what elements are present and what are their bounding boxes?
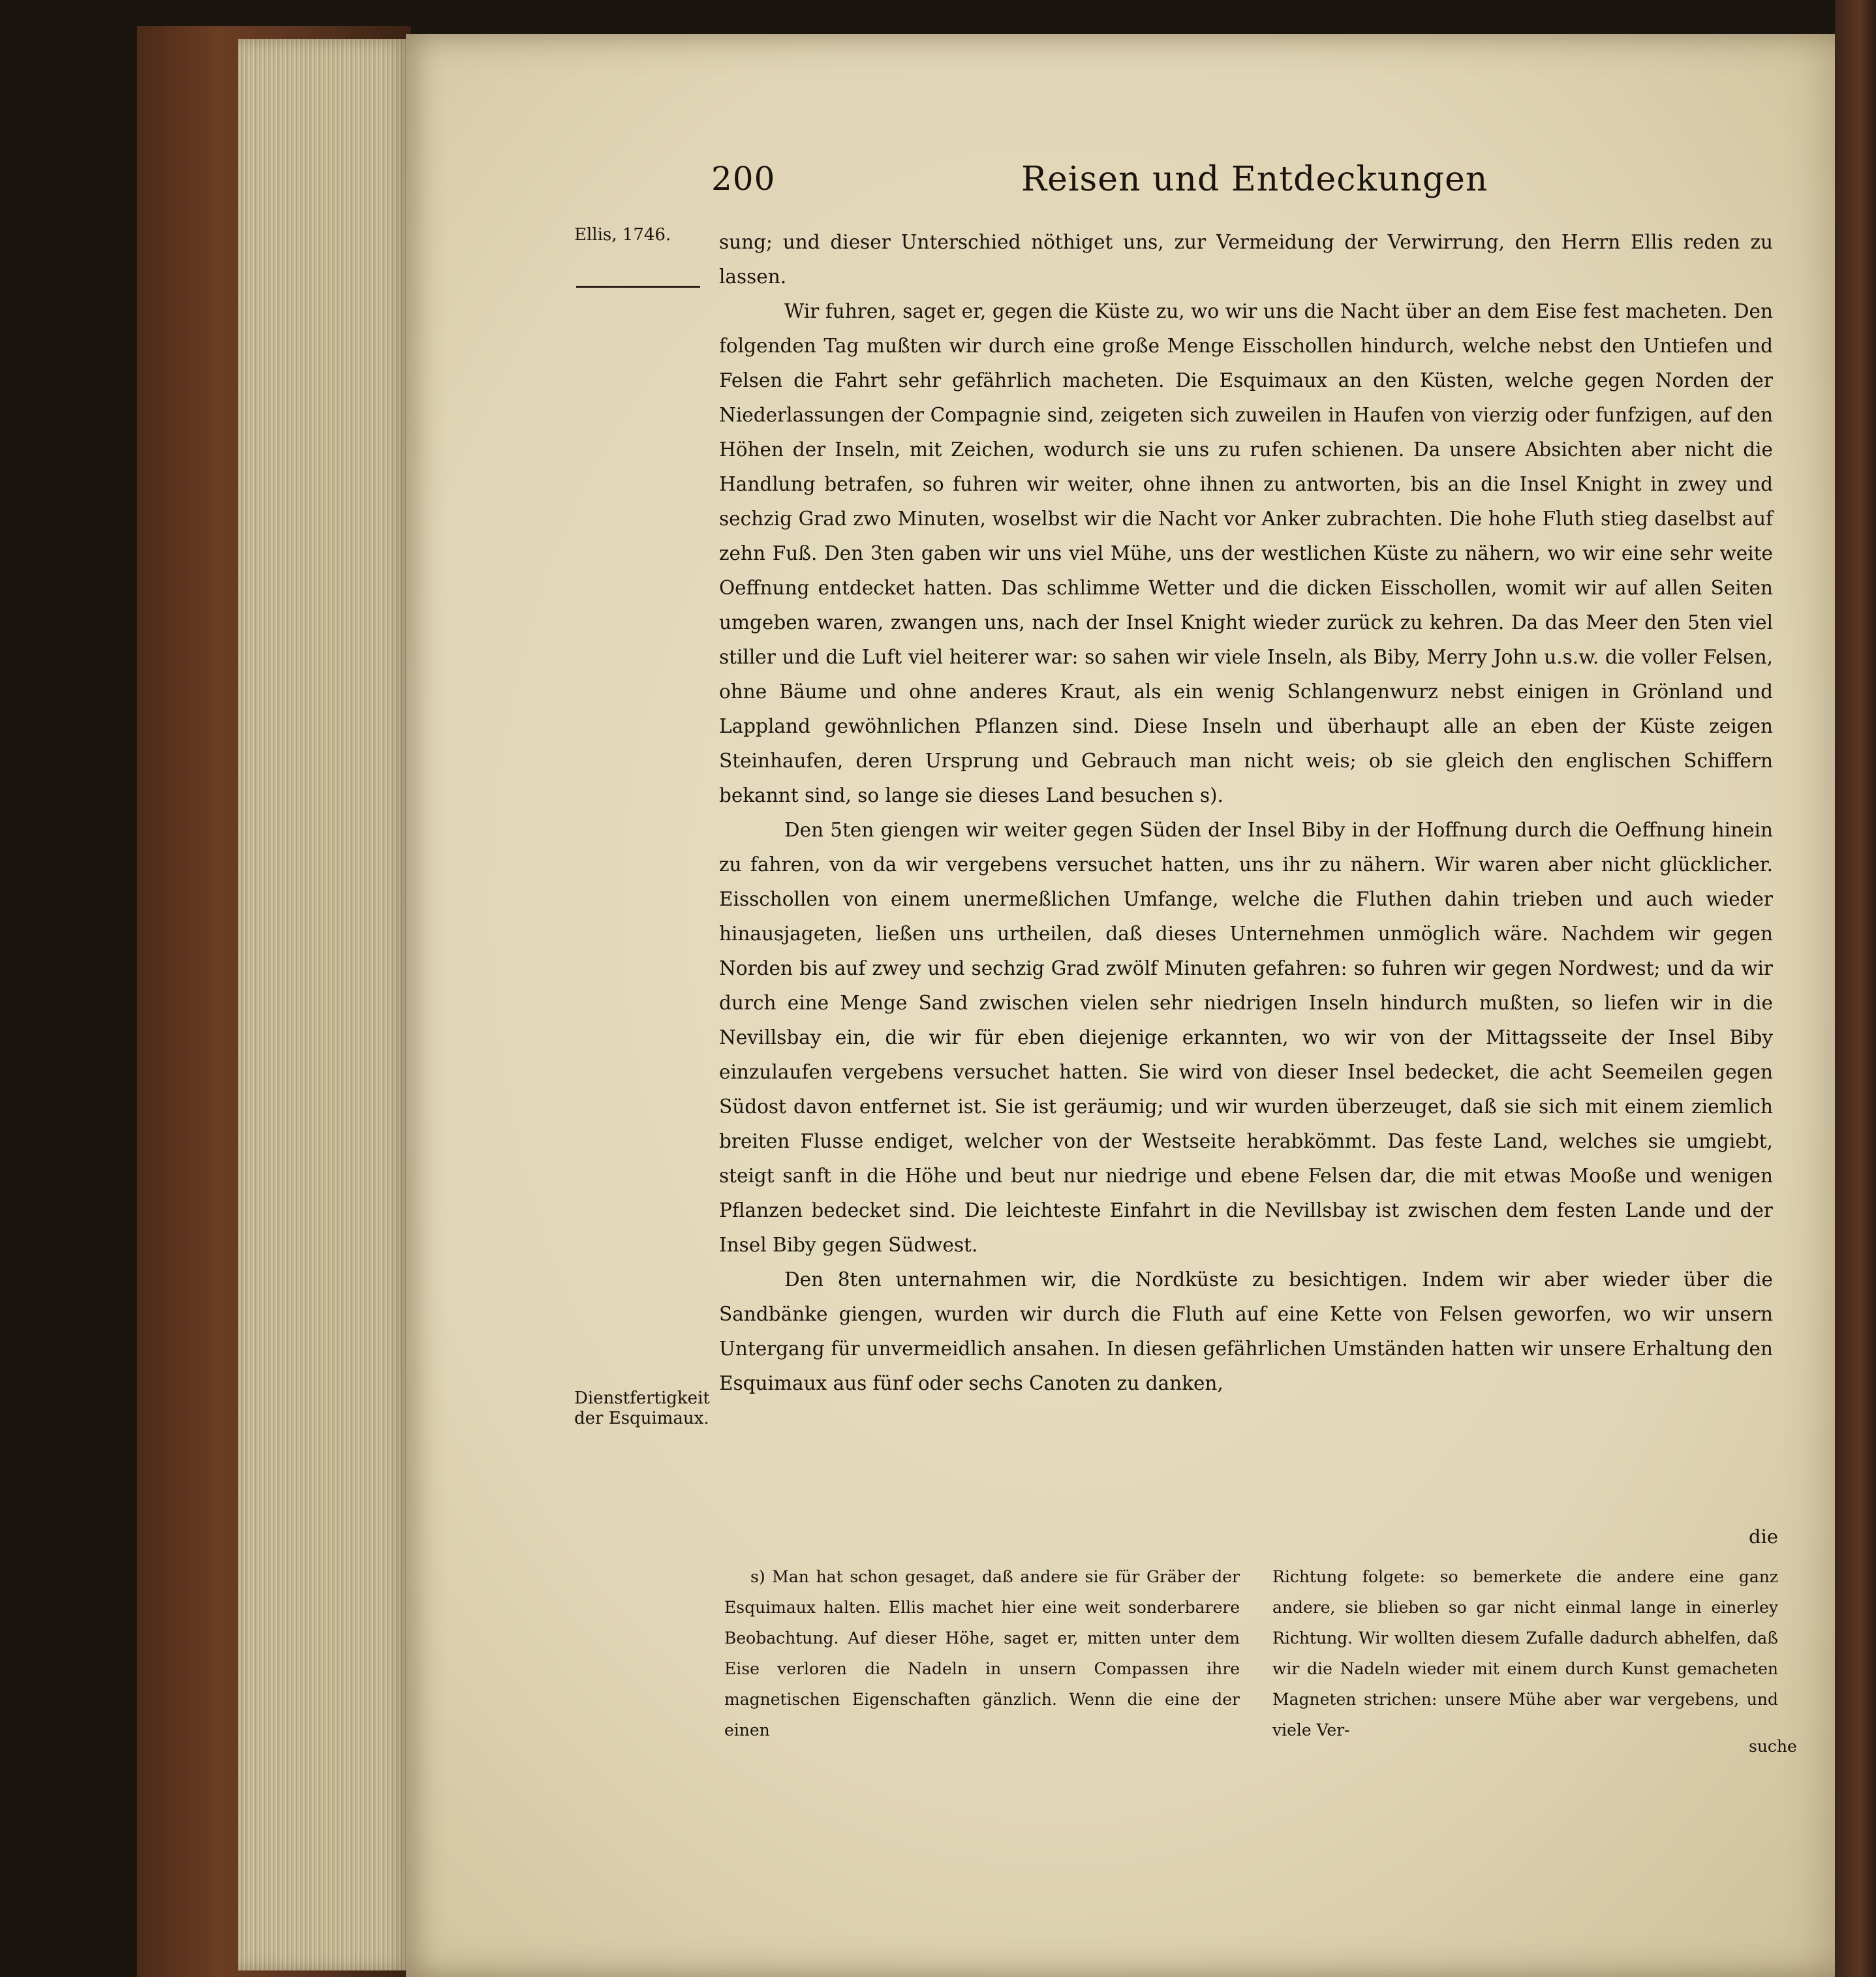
page-edges bbox=[238, 39, 408, 1970]
paragraph: Den 8ten unternahmen wir, die Nordküste zu besichtigen. Indem wir aber wieder über die Sandbänke giengen, wurden wir durch die Fluth auf eine Kette von Felsen geworfen, wo wir unsern Untergang für unvermeidlich ansahen. In diesen gefährlichen Umständen hatten wir unsere Erhaltung den Esquimaux aus fünf oder sechs Canoten zu danken, bbox=[719, 1268, 1773, 1394]
margin-flourish bbox=[576, 286, 700, 288]
main-text bbox=[719, 225, 1773, 1401]
page-header bbox=[711, 160, 1775, 206]
margin-note-topic: Dienstfertigkeit der Esquimaux. bbox=[574, 1388, 710, 1428]
footnote-right-column: Richtung folgete: so bemerkete die andere eine ganz andere, sie blieben so gar nicht einmal lange in einerley Richtung. Wir wollten diesem Zufalle dadurch abhelfen, daß wir die Nadeln wieder mit einem durch Kunst gemacheten Magneten strichen: unsere Mühe aber war vergebens, und viele Ver- bbox=[1272, 1567, 1778, 1739]
page-number: 200 bbox=[711, 160, 776, 198]
paragraph: Wir fuhren, saget er, gegen die Küste zu, wo wir uns die Nacht über an dem Eise fest macheten. Den folgenden Tag mußten wir durch eine große Menge Eisschollen hindurch, welche nebst den Untiefen und Felsen die Fahrt sehr gefährlich macheten. Die Esquimaux an den Küsten, welche gegen Norden der Niederlassungen der Compagnie sind, zeigeten sich zuweilen in Haufen von vierzig oder funfzigen, auf den Höhen der Inseln, mit Zeichen, wodurch sie uns zu rufen schienen. Da unsere Absichten aber nicht die Handlung betrafen, so fuhren wir weiter, ohne ihnen zu antworten, bis an die Insel Knight in zwey und sechzig Grad zwo Minuten, woselbst wir die Nacht vor Anker zubrachten. Die hohe Fluth stieg daselbst auf zehn Fuß. Den 3ten gaben wir uns viel Mühe, uns der westlichen Küste zu nähern, wo wir eine sehr weite Oeffnung entdecket hatten. Das schlimme Wetter und die dicken Eisschollen, womit wir auf allen Seiten umgeben waren, zwangen uns, nach der Insel Knight wieder zurück zu kehren. Da das Meer den 5ten viel stiller und die Luft viel heiterer war: so sahen wir viele Inseln, als Biby, Merry John u.s.w. die voller Felsen, ohne Bäume und ohne anderes Kraut, als ein wenig Schlangenwurz nebst einigen in Grönland und Lappland gewöhnlichen Pflanzen sind. Diese Inseln und überhaupt alle an eben der Küste zeigen Steinhaufen, deren Ursprung und Gebrauch man nicht weis; ob sie gleich den englischen Schiffern bekannt sind, so lange sie dieses Land besuchen s). bbox=[719, 300, 1773, 806]
footnotes bbox=[724, 1561, 1778, 1764]
catchword: die bbox=[1749, 1525, 1779, 1548]
running-title: Reisen und Entdeckungen bbox=[1021, 160, 1488, 199]
footnote-catchword: suche bbox=[1749, 1737, 1797, 1756]
paragraph: sung; und dieser Unterschied nöthiget uns, zur Vermeidung der Verwirrung, den Herrn Ellis reden zu lassen. bbox=[719, 231, 1773, 288]
margin-note-date: Ellis, 1746. bbox=[574, 225, 671, 245]
footnote-left-column: s) Man hat schon gesaget, daß andere sie für Gräber der Esquimaux halten. Ellis machet hier eine weit sonderbarere Beobachtung. Auf dieser Höhe, saget er, mitten unter dem Eise verloren die Nadeln in unsern Compassen ihre magnetischen Eigenschaften gänzlich. Wenn die eine der einen bbox=[724, 1567, 1240, 1739]
paragraph: Den 5ten giengen wir weiter gegen Süden der Insel Biby in der Hoffnung durch die Oeffnung hinein zu fahren, von da wir vergebens versuchet hatten, uns ihr zu nähern. Wir waren aber nicht glücklicher. Eisschollen von einem unermeßlichen Umfange, welche die Fluthen dahin trieben und auch wieder hinausjageten, ließen uns urtheilen, daß dieses Unternehmen unmöglich wäre. Nachdem wir gegen Norden bis auf zwey und sechzig Grad zwölf Minuten gefahren: so fuhren wir gegen Nordwest; und da wir durch eine Menge Sand zwischen vielen sehr niedrigen Inseln hindurch mußten, so liefen wir in die Nevillsbay ein, die wir für eben diejenige erkannten, wo wir von der Mittagsseite der Insel Biby einzulaufen vergebens versuchet hatten. Sie wird von dieser Insel bedecket, die acht Seemeilen gegen Südost davon entfernet ist. Sie ist geräumig; und wir wurden überzeuget, daß sie sich mit einem ziemlich breiten Flusse endiget, welcher von der Westseite herabkömmt. Das feste Land, welches sie umgiebt, steigt sanft in die Höhe und beut nur niedrige und ebene Felsen dar, die mit etwas Mooße und wenigen Pflanzen bedecket sind. Die leichteste Einfahrt in die Nevillsbay ist zwischen dem festen Lande und der Insel Biby gegen Südwest. bbox=[719, 819, 1773, 1256]
book-cover-right bbox=[1835, 0, 1876, 1977]
